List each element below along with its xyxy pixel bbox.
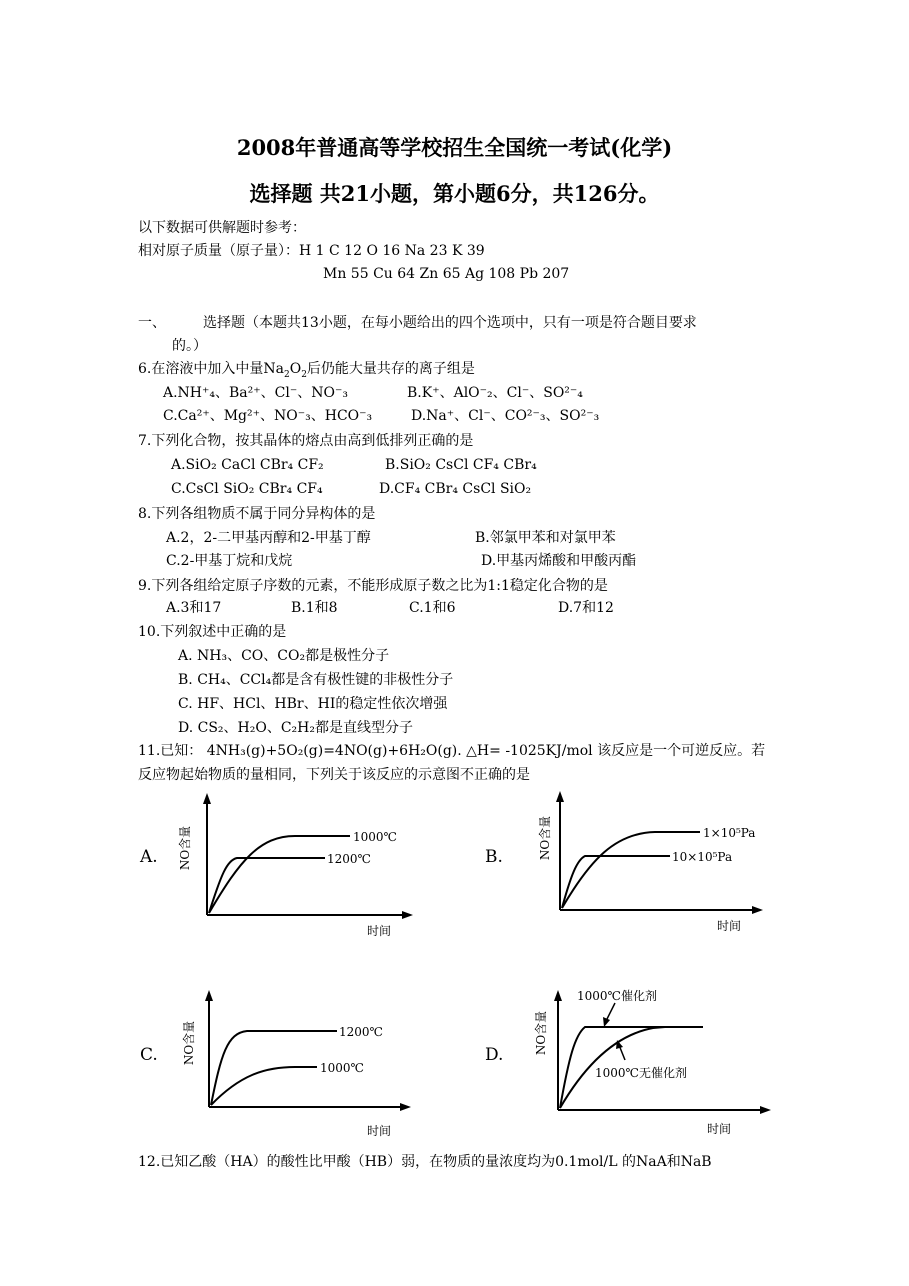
graph-d-label-upper: 1000℃催化剂 [577, 989, 657, 1003]
question-8-stem: 8.下列各组物质不属于同分异构体的是 [138, 506, 376, 522]
graph-c-y-arrow [205, 990, 213, 1001]
question-11-stem-cont: 反应物起始物质的量相同，下列关于该反应的示意图不正确的是 [138, 767, 530, 783]
graph-c-label-lower: 1000℃ [320, 1061, 364, 1075]
question-10-option-c: C. HF、HCl、HBr、HI的稳定性依次增强 [178, 696, 448, 712]
section-number: 一、 [138, 315, 166, 331]
q6-stem-part-1: 6.在溶液中加入中量Na [138, 361, 284, 377]
question-9-stem: 9.下列各组给定原子序数的元素，不能形成原子数之比为1:1稳定化合物的是 [138, 578, 608, 594]
graph-a-label-upper: 1000℃ [353, 830, 397, 844]
question-9-option-a: A.3和17 [166, 600, 222, 616]
graph-d-pointer-upper [606, 1003, 615, 1021]
graph-c-label-upper: 1200℃ [339, 1025, 383, 1039]
exam-title: 2008年普通高等学校招生全国统一考试(化学) [236, 135, 673, 160]
graph-d [485, 985, 785, 1145]
question-10-option-b: B. CH₄、CCl₄都是含有极性键的非极性分子 [178, 672, 454, 688]
question-9-option-d: D.7和12 [558, 600, 614, 616]
question-7-option-a: A.SiO₂ CaCl CBr₄ CF₂ [171, 457, 324, 473]
graph-c-letter: C. [140, 1045, 158, 1065]
graph-b-label-upper: 1×10⁵Pa [703, 826, 756, 840]
graph-d-xlabel: 时间 [707, 1122, 732, 1136]
question-6-option-b: B.K⁺、AlO⁻₂、Cl⁻、SO²⁻₄ [407, 385, 583, 401]
atomic-mass-line-1: 相对原子质量（原子量）：H 1 C 12 O 16 Na 23 K 39 [138, 243, 485, 259]
question-12-stem: 12.已知乙酸（HA）的酸性比甲酸（HB）弱，在物质的量浓度均为0.1mol/L 的NaA和NaB [138, 1154, 712, 1170]
question-8-option-b: B.邻氯甲苯和对氯甲苯 [475, 530, 616, 546]
question-11-stem: 11.已知： 4NH₃(g)+5O₂(g)=4NO(g)+6H₂O(g). △H= -1025KJ/mol 该反应是一个可逆反应。若 [138, 743, 766, 759]
graph-d-pointer-upper-head [603, 1017, 610, 1027]
question-7-option-b: B.SiO₂ CsCl CF₄ CBr₄ [385, 457, 537, 473]
graph-b [485, 790, 785, 950]
graph-d-label-lower: 1000℃无催化剂 [595, 1066, 687, 1080]
graph-b-curve-upper [562, 832, 700, 908]
graph-b-letter: B. [485, 847, 503, 867]
question-8-option-a: A.2，2-二甲基丙醇和2-甲基丁醇 [166, 530, 371, 546]
graph-a [135, 790, 435, 950]
graph-a-curve-upper [209, 836, 350, 913]
question-10-option-d: D. CS₂、H₂O、C₂H₂都是直线型分子 [178, 720, 413, 736]
graph-d-ylabel: NO含量 [534, 1010, 548, 1056]
question-6-option-d: D.Na⁺、Cl⁻、CO²⁻₃、SO²⁻₃ [411, 408, 600, 424]
graph-b-y-arrow [556, 791, 564, 802]
graph-c [135, 985, 435, 1145]
question-9-option-c: C.1和6 [409, 600, 456, 616]
graph-b-xlabel: 时间 [717, 919, 742, 933]
question-8-option-d: D.甲基丙烯酸和甲酸丙酯 [481, 553, 637, 569]
graph-a-label-lower: 1200℃ [327, 852, 371, 866]
section-heading: 选择题 共21小题，第小题6分，共126分。 [249, 181, 660, 206]
question-6-option-c: C.Ca²⁺、Mg²⁺、NO⁻₃、HCO⁻₃ [163, 408, 373, 424]
question-6-option-a: A.NH⁺₄、Ba²⁺、Cl⁻、NO⁻₃ [163, 385, 348, 401]
graph-a-letter: A. [140, 847, 158, 867]
q6-stem-part-2: 后仍能大量共存的离子组是 [306, 361, 475, 377]
graph-c-ylabel: NO含量 [182, 1020, 196, 1066]
section-instruction: 选择题（本题共13小题，在每小题给出的四个选项中，只有一项是符合题目要求 [203, 315, 697, 331]
question-6-stem: 6.在溶液中加入中量$Na_2O_2$后仍能大量共存的离子组是 [138, 361, 475, 380]
question-8-option-c: C.2-甲基丁烷和戊烷 [166, 553, 293, 569]
reference-intro: 以下数据可供解题时参考： [138, 220, 306, 236]
graph-b-ylabel: NO含量 [538, 815, 552, 861]
section-instruction-cont: 的。） [172, 338, 207, 354]
question-7-stem: 7.下列化合物，按其晶体的熔点由高到低排列正确的是 [138, 433, 474, 449]
atomic-mass-line-2: Mn 55 Cu 64 Zn 65 Ag 108 Pb 207 [323, 266, 570, 282]
question-10-stem: 10.下列叙述中正确的是 [138, 624, 287, 640]
graph-b-x-arrow [752, 906, 763, 914]
graph-a-x-arrow [402, 911, 413, 919]
graph-a-ylabel: NO含量 [178, 825, 192, 871]
graph-a-xlabel: 时间 [367, 924, 392, 938]
graph-b-label-lower: 10×10⁵Pa [672, 850, 733, 864]
question-7-option-c: C.CsCl SiO₂ CBr₄ CF₄ [171, 481, 323, 497]
graph-d-y-arrow [554, 990, 562, 1001]
graph-c-x-arrow [400, 1103, 411, 1111]
graph-c-xlabel: 时间 [367, 1124, 392, 1138]
graph-a-y-arrow [203, 793, 211, 804]
graph-c-curve-lower [211, 1067, 317, 1105]
graph-d-letter: D. [485, 1045, 504, 1065]
graph-d-x-arrow [760, 1106, 771, 1114]
question-10-option-a: A. NH₃、CO、CO₂都是极性分子 [178, 648, 390, 664]
question-9-option-b: B.1和8 [291, 600, 338, 616]
question-7-option-d: D.CF₄ CBr₄ CsCl SiO₂ [379, 481, 532, 497]
